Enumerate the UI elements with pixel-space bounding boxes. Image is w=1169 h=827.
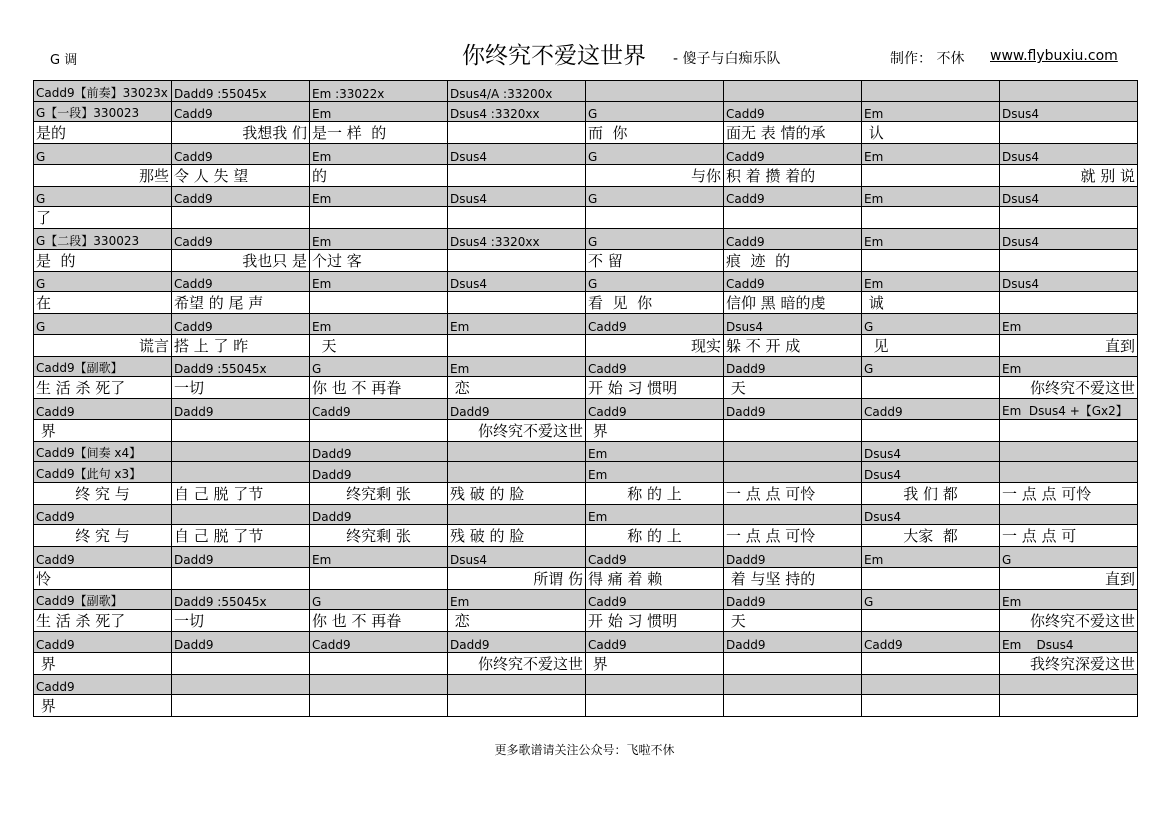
lyric-cell: 称 的 上 [586,482,724,504]
lyric-cell: 痕 迹 的 [724,249,862,271]
lyric-cell: 怜 [34,567,172,589]
chord-cell: Cadd9 [862,632,1000,653]
lyric-cell: 残 破 的 脸 [448,482,586,504]
chord-cell: Em [862,101,1000,122]
chord-cell: Em Dsus4 [1000,632,1138,653]
chord-row [34,229,1138,250]
chord-cell: Cadd9 [310,632,448,653]
lyric-cell: 见 [862,334,1000,356]
chord-cell: Cadd9 [586,632,724,653]
chord-cell [724,674,862,695]
chord-cell: Dsus4 [1000,186,1138,207]
lyric-cell: 一 点 点 可 [1000,525,1138,547]
chord-cell: Em [1000,314,1138,335]
lyric-cell [310,207,448,229]
chord-cell: G [586,144,724,165]
lyric-cell: 你终究不爱这世 [448,652,586,674]
chord-cell [724,441,862,462]
chord-cell: Em [310,229,448,250]
chord-cell: Dadd9 :55045x [172,356,310,377]
chord-row [34,589,1138,610]
chord-cell [724,462,862,483]
lyric-cell: 一切 [172,610,310,632]
chord-cell: Cadd9 [724,271,862,292]
chord-cell: G [586,186,724,207]
chord-cell: Dadd9 [172,547,310,568]
lyric-cell: 界 [34,419,172,441]
chord-cell [172,504,310,525]
chord-cell: Dsus4 [862,462,1000,483]
lyric-cell [310,567,448,589]
lyric-row [34,292,1138,314]
chord-cell [1000,81,1138,102]
lyric-cell: 界 [34,695,172,717]
chord-cell: Dadd9 [310,504,448,525]
lyric-cell [1000,419,1138,441]
lyric-cell [448,207,586,229]
lyric-cell: 就 别 说 [1000,164,1138,186]
chord-cell: Cadd9 [34,547,172,568]
chord-row [34,399,1138,420]
lyric-cell: 界 [34,652,172,674]
chord-cell: Cadd9 [34,632,172,653]
lyric-cell [1000,207,1138,229]
lyric-cell: 直到 [1000,334,1138,356]
lyric-cell: 恋 [448,377,586,399]
chord-cell [1000,462,1138,483]
chord-cell: Cadd9 [724,186,862,207]
lyric-cell: 自 己 脱 了节 [172,525,310,547]
lyric-cell [448,164,586,186]
chord-row [34,314,1138,335]
lyric-cell [1000,695,1138,717]
chord-cell: Dsus4 :3320xx [448,101,586,122]
lyric-cell: 信仰 黑 暗的虔 [724,292,862,314]
chord-cell: Dsus4/A :33200x [448,81,586,102]
lyric-cell: 终 究 与 [34,525,172,547]
chord-cell: Dadd9 :55045x [172,589,310,610]
chord-cell: G [34,314,172,335]
chord-cell: Dadd9 [724,547,862,568]
lyric-cell: 一 点 点 可怜 [724,525,862,547]
lyric-cell: 面无 表 情的承 [724,122,862,144]
lyric-cell [862,207,1000,229]
chord-cell: G [586,271,724,292]
chord-cell: Dadd9 [724,356,862,377]
chord-cell [172,441,310,462]
lyric-cell: 一切 [172,377,310,399]
lyric-cell: 天 [310,334,448,356]
lyric-row [34,525,1138,547]
chord-cell: G [586,101,724,122]
chord-cell: Em [586,504,724,525]
lyric-cell [862,164,1000,186]
lyric-cell: 你 也 不 再眷 [310,610,448,632]
chord-cell [448,462,586,483]
chord-cell: Em [862,271,1000,292]
lyric-cell [724,207,862,229]
lyric-row [34,652,1138,674]
chord-cell: Dsus4 [448,144,586,165]
chord-cell: Em [448,314,586,335]
lyric-cell: 是 的 [34,249,172,271]
lyric-cell: 与你 [586,164,724,186]
chord-cell [172,462,310,483]
lyric-cell: 你终究不爱这世 [1000,610,1138,632]
chord-cell: Dadd9 [172,399,310,420]
song-title: 你终究不爱这世界 [462,43,646,69]
lyric-cell [310,419,448,441]
chord-cell: Cadd9 [586,589,724,610]
chord-cell: Dsus4 [1000,229,1138,250]
lyric-cell [172,419,310,441]
lyric-cell: 那些 [34,164,172,186]
chord-cell: G [34,144,172,165]
lyric-row [34,695,1138,717]
chord-cell: Em [310,547,448,568]
lyric-cell [724,419,862,441]
lyric-cell [862,695,1000,717]
chord-cell: Em [862,186,1000,207]
chord-cell: G [34,271,172,292]
chord-cell [724,81,862,102]
chord-cell: Cadd9 [172,101,310,122]
lyric-cell: 我也只 是 [172,249,310,271]
lyric-cell: 谎言 [34,334,172,356]
lyric-cell [172,652,310,674]
chord-cell: Em [310,144,448,165]
chord-cell: Em [862,144,1000,165]
chord-cell: Cadd9【副歌】 [34,356,172,377]
chord-cell [862,674,1000,695]
chord-cell [448,504,586,525]
chord-cell: Dadd9 [310,441,448,462]
lyric-row [34,482,1138,504]
chord-cell: Cadd9【此句 x3】 [34,462,172,483]
chord-cell [172,674,310,695]
chord-cell [1000,674,1138,695]
chord-cell: G【二段】330023 [34,229,172,250]
lyric-cell: 我 们 都 [862,482,1000,504]
chord-cell: Em [586,462,724,483]
chord-cell: Cadd9 [724,101,862,122]
chord-cell: Dsus4 [448,186,586,207]
lyric-cell: 终究剩 张 [310,482,448,504]
chord-cell: G [1000,547,1138,568]
chord-cell: Cadd9 [34,674,172,695]
lyric-cell: 诚 [862,292,1000,314]
lyric-cell [724,695,862,717]
chord-cell: Cadd9【间奏 x4】 [34,441,172,462]
chord-cell [862,81,1000,102]
lyric-cell: 生 活 杀 死了 [34,377,172,399]
chord-cell: Cadd9 [172,144,310,165]
chord-cell: Em [448,356,586,377]
chord-cell: Em [862,547,1000,568]
chord-cell [724,504,862,525]
lyric-cell: 认 [862,122,1000,144]
chord-cell: Dadd9 [724,399,862,420]
chord-cell: Em :33022x [310,81,448,102]
chord-cell: Dadd9 [448,632,586,653]
lyric-cell [862,652,1000,674]
lyric-row [34,419,1138,441]
chord-row [34,144,1138,165]
chord-cell: G [862,589,1000,610]
chord-cell: Em [1000,589,1138,610]
lyric-cell: 了 [34,207,172,229]
lyric-cell [1000,122,1138,144]
sheet-credit: 制作： 不休 [890,51,965,67]
chord-cell: Em Dsus4 +【Gx2】 [1000,399,1138,420]
lyric-cell: 你终究不爱这世 [448,419,586,441]
chord-lyric-table [33,80,1138,717]
chord-cell: Dadd9 [724,589,862,610]
lyric-row [34,334,1138,356]
lyric-cell: 所谓 伤 [448,567,586,589]
lyric-cell [448,292,586,314]
chord-cell: Dsus4 :3320xx [448,229,586,250]
lyric-cell: 是的 [34,122,172,144]
chord-cell: Cadd9 [172,271,310,292]
chord-row [34,504,1138,525]
lyric-cell [310,695,448,717]
chord-cell: Em [310,101,448,122]
lyric-cell: 躲 不 开 成 [724,334,862,356]
chord-cell: Dsus4 [724,314,862,335]
chord-cell [310,674,448,695]
lyric-cell: 不 留 [586,249,724,271]
lyric-cell [862,377,1000,399]
lyric-cell [724,652,862,674]
lyric-cell: 恋 [448,610,586,632]
lyric-cell [310,652,448,674]
chord-cell [448,441,586,462]
lyric-cell: 搭 上 了 昨 [172,334,310,356]
chord-cell: Cadd9 [724,144,862,165]
chord-cell: Dsus4 [1000,144,1138,165]
lyric-cell [172,567,310,589]
lyric-cell [862,249,1000,271]
chord-cell: Cadd9 [172,229,310,250]
chord-cell: Cadd9 [172,186,310,207]
lyric-cell [448,334,586,356]
chord-cell: Dsus4 [448,547,586,568]
song-artist: - 傻子与白痴乐队 [673,51,781,67]
chord-cell: Em [310,271,448,292]
chord-cell [1000,441,1138,462]
lyric-cell: 一 点 点 可怜 [724,482,862,504]
chord-cell: G [310,356,448,377]
lyric-cell: 你 也 不 再眷 [310,377,448,399]
lyric-cell: 界 [586,652,724,674]
lyric-row [34,122,1138,144]
chord-cell: Em [448,589,586,610]
lyric-cell: 界 [586,419,724,441]
lyric-cell: 终究剩 张 [310,525,448,547]
chord-row [34,271,1138,292]
lyric-cell [448,249,586,271]
chord-cell: Dadd9 [172,632,310,653]
chord-cell: Dadd9 [724,632,862,653]
chord-cell: Dsus4 [1000,271,1138,292]
lyric-cell: 着 与坚 持的 [724,567,862,589]
lyric-cell: 残 破 的 脸 [448,525,586,547]
chord-cell: Cadd9 [172,314,310,335]
lyric-cell: 令 人 失 望 [172,164,310,186]
lyric-row [34,377,1138,399]
lyric-cell: 直到 [1000,567,1138,589]
chord-row [34,632,1138,653]
chord-cell: Cadd9 [586,356,724,377]
chord-row [34,101,1138,122]
lyric-cell [1000,292,1138,314]
lyric-cell: 自 己 脱 了节 [172,482,310,504]
lyric-cell [172,207,310,229]
lyric-row [34,567,1138,589]
lyric-cell [862,567,1000,589]
chord-row [34,356,1138,377]
chord-cell: Cadd9 [34,399,172,420]
chord-row [34,81,1138,102]
chord-cell: Dadd9 [310,462,448,483]
lyric-cell [586,695,724,717]
chord-row [34,186,1138,207]
lyric-cell [448,695,586,717]
song-key: G 调 [50,53,78,68]
lyric-cell: 是一 样 的 [310,122,448,144]
lyric-cell [310,292,448,314]
lyric-cell [448,122,586,144]
lyric-row [34,249,1138,271]
lyric-cell: 看 见 你 [586,292,724,314]
lyric-cell: 一 点 点 可怜 [1000,482,1138,504]
lyric-cell: 得 痛 着 赖 [586,567,724,589]
lyric-cell: 积 着 攒 着的 [724,164,862,186]
lyric-cell: 开 始 习 惯明 [586,610,724,632]
lyric-cell: 的 [310,164,448,186]
lyric-cell: 我想我 们 [172,122,310,144]
chord-cell: Cadd9【前奏】33023x [34,81,172,102]
chord-cell: Dadd9 [448,399,586,420]
lyric-cell: 天 [724,377,862,399]
chord-cell: Cadd9 [862,399,1000,420]
lyric-cell [1000,249,1138,271]
lyric-cell: 大家 都 [862,525,1000,547]
chord-cell: Cadd9【副歌】 [34,589,172,610]
chord-cell [1000,504,1138,525]
lyric-cell: 生 活 杀 死了 [34,610,172,632]
chord-cell: G [310,589,448,610]
chord-cell: Cadd9 [310,399,448,420]
lyric-cell: 希望 的 尾 声 [172,292,310,314]
chord-cell: Cadd9 [586,547,724,568]
sheet-header [0,0,1169,80]
lyric-cell: 个过 客 [310,249,448,271]
lyric-cell [586,207,724,229]
chord-cell: Dsus4 [448,271,586,292]
chord-cell: G【一段】330023 [34,101,172,122]
lyric-cell: 而 你 [586,122,724,144]
chord-cell: G [862,314,1000,335]
chord-cell: Em [1000,356,1138,377]
chord-cell: Dsus4 [1000,101,1138,122]
chord-cell: Dsus4 [862,441,1000,462]
chord-cell: Em [310,186,448,207]
chord-cell: G [586,229,724,250]
chord-row [34,674,1138,695]
lyric-cell [862,419,1000,441]
chord-cell: Dsus4 [862,504,1000,525]
chord-cell: Em [862,229,1000,250]
chord-cell: Em [310,314,448,335]
chord-cell [586,81,724,102]
lyric-cell: 你终究不爱这世 [1000,377,1138,399]
chord-cell: Em [586,441,724,462]
footer-note: 更多歌谱请关注公众号：飞啦不休 [494,743,675,757]
chord-row [34,441,1138,462]
lyric-cell: 终 究 与 [34,482,172,504]
chord-cell: Cadd9 [586,399,724,420]
lyric-cell [172,695,310,717]
lyric-cell: 称 的 上 [586,525,724,547]
lyric-cell: 现实 [586,334,724,356]
chord-cell: G [862,356,1000,377]
chord-row [34,462,1138,483]
chord-cell: Cadd9 [586,314,724,335]
lyric-cell: 开 始 习 惯明 [586,377,724,399]
chord-cell [586,674,724,695]
lyric-row [34,164,1138,186]
lyric-cell: 天 [724,610,862,632]
lyric-row [34,207,1138,229]
chord-cell: Dadd9 :55045x [172,81,310,102]
chord-row [34,547,1138,568]
chord-cell: G [34,186,172,207]
lyric-cell: 在 [34,292,172,314]
lyric-cell [862,610,1000,632]
lyric-row [34,610,1138,632]
chord-cell [448,674,586,695]
website-link[interactable]: www.flybuxiu.com [990,48,1118,64]
lyric-cell: 我终究深爱这世 [1000,652,1138,674]
chord-cell: Cadd9 [724,229,862,250]
chord-cell: Cadd9 [34,504,172,525]
